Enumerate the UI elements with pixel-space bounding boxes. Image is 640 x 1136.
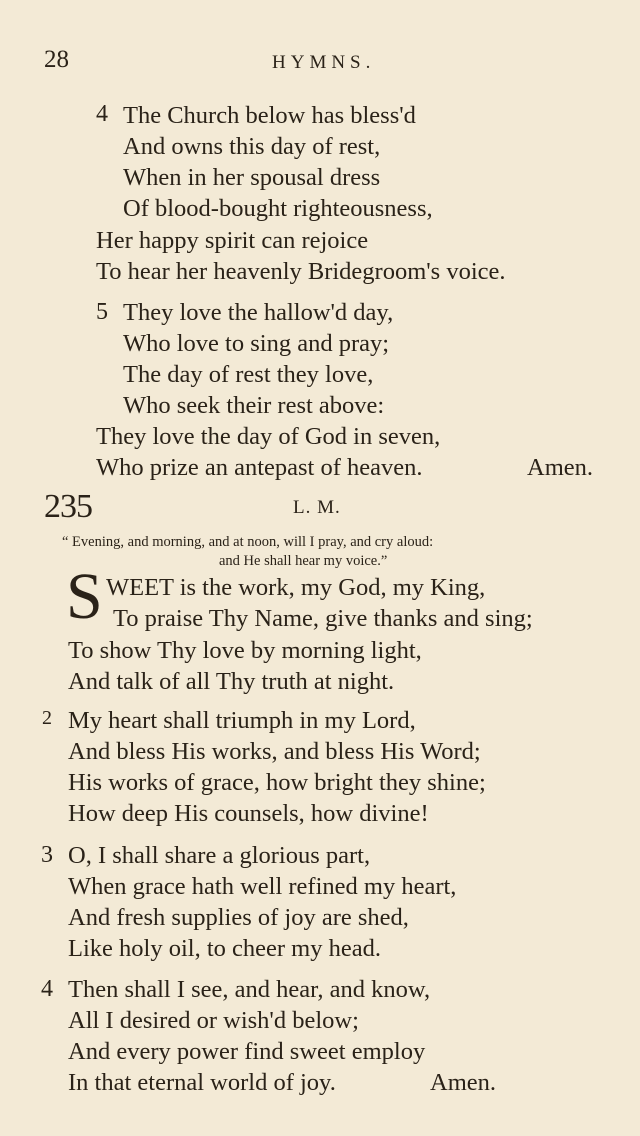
verse-line: And talk of all Thy truth at night. <box>68 668 395 695</box>
verse-number: 3 <box>41 842 53 868</box>
verse-line: And every power find sweet employ <box>68 1038 426 1065</box>
verse-line: O, I shall share a glorious part, <box>68 842 371 869</box>
verse-line: The Church below has bless'd <box>123 102 416 129</box>
verse-line: Of blood-bought righteousness, <box>123 195 433 222</box>
verse-number: 4 <box>96 101 108 127</box>
verse-line: The day of rest they love, <box>123 361 374 388</box>
verse-line: Who love to sing and pray; <box>123 330 390 357</box>
verse-line: Then shall I see, and hear, and know, <box>68 976 431 1003</box>
verse-line: All I desired or wish'd below; <box>68 1007 359 1034</box>
verse-line: And bless His works, and bless His Word; <box>68 738 481 765</box>
verse-line: Who prize an antepast of heaven. <box>96 454 423 481</box>
verse-line: And fresh supplies of joy are shed, <box>68 904 409 931</box>
page-number: 28 <box>44 46 69 73</box>
amen-text: Amen. <box>527 454 593 481</box>
verse-line: Like holy oil, to cheer my head. <box>68 935 381 962</box>
verse-line: They love the day of God in seven, <box>96 423 441 450</box>
drop-cap: S <box>66 560 103 633</box>
verse-number: 2 <box>42 707 52 729</box>
verse-line: Her happy spirit can rejoice <box>96 227 369 254</box>
verse-line: My heart shall triumph in my Lord, <box>68 707 416 734</box>
verse-number: 5 <box>96 299 108 325</box>
verse-line: To hear her heavenly Bridegroom's voice. <box>96 258 506 285</box>
verse-line: When in her spousal dress <box>123 164 381 191</box>
running-title: HYMNS. <box>272 52 376 73</box>
verse-line: To praise Thy Name, give thanks and sing; <box>113 605 533 632</box>
verse-line: And owns this day of rest, <box>123 133 381 160</box>
verse-number: 4 <box>41 976 53 1002</box>
hymn-number: 235 <box>44 488 92 525</box>
verse-line: WEET is the work, my God, my King, <box>106 574 486 601</box>
epigraph-line: “ Evening, and morning, and at noon, will I pray, and cry aloud: <box>62 534 434 550</box>
verse-line: To show Thy love by morning light, <box>68 637 422 664</box>
hymn-meter: L. M. <box>293 497 341 518</box>
verse-line: How deep His counsels, how divine! <box>68 800 429 827</box>
verse-line: Who seek their rest above: <box>123 392 385 419</box>
verse-line: When grace hath well refined my heart, <box>68 873 457 900</box>
verse-line: They love the hallow'd day, <box>123 299 394 326</box>
verse-line: His works of grace, how bright they shine; <box>68 769 486 796</box>
epigraph-line: and He shall hear my voice.” <box>219 553 388 569</box>
verse-line: In that eternal world of joy. <box>68 1069 336 1096</box>
amen-text: Amen. <box>430 1069 496 1096</box>
